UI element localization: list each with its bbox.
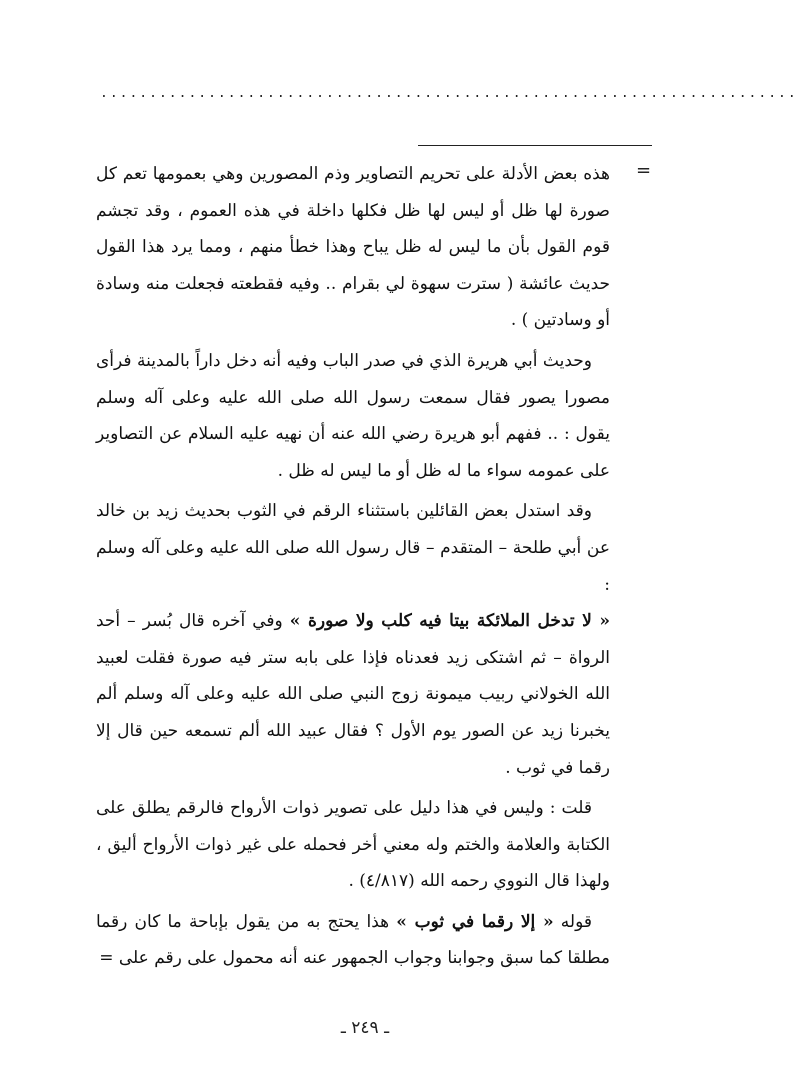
hadith-quote-highlight: « لا تدخل الملائكة بيتا فيه كلب ولا صورة » (289, 611, 610, 632)
page-number: ـ ٢٤٩ ـ (340, 1018, 390, 1038)
paragraph-5-text-b: هذا يحتج به من يقول بإباحة ما كان رقما مطلقا كما سبق وجوابنا وجواب الجمهور عنه أنه محمول على رقم على = (96, 911, 610, 969)
paragraph-2: وحديث أبي هريرة الذي في صدر الباب وفيه أنه دخل داراً بالمدينة فرأى مصورا يصور فقال سمعت رسول الله صلى الله عليه وعلى آله وسلم يقول : .. ففهم أبو هريرة رضي الله عنه أن نهيه عليه السلام عن التصاوير على عمومه سواء ما له ظل أو ما ليس له ظل . (96, 350, 610, 481)
footnote-separator-rule (418, 145, 652, 146)
continuation-mark: = (636, 160, 652, 181)
paragraph-3 (96, 493, 610, 786)
paragraph-5 (96, 904, 610, 977)
dotted-header-line: ....................................................................... (100, 86, 798, 101)
paragraph-3-text-b: وفي آخره قال بُسر – أحد الرواة – ثم اشتكى زيد فعدناه فإذا على بابه ستر فيه صورة فقلت لعبيد الله الخولاني ربيب ميمونة زوج النبي صلى الله عليه وعلى آله وسلم ألم يخبرنا زيد عن الصور يوم الأول ؟ فقال عبيد الله ألم تسمعه حين قال إلا رقما في ثوب . (96, 611, 610, 778)
paragraph-3-text-a: وقد استدل بعض القائلين باستثناء الرقم في الثوب بحديث زيد بن خالد عن أبي طلحة – المتقدم – قال رسول الله صلى الله عليه وعلى آله وسلم : (96, 501, 610, 595)
paragraph-1: هذه بعض الأدلة على تحريم التصاوير وذم المصورين وهي بعمومها تعم كل صورة لها ظل أو ليس لها ظل فكلها داخلة في هذه العموم ، وقد تجشم قوم القول بأن ما ليس له ظل يباح وهذا خطأ منهم ، ومما يرد هذا القول حديث عائشة ( سترت سهوة لي بقرام .. وفيه فقطعته فجعلت منه وسادة أو وسادتين ) . (96, 164, 610, 331)
footnote-body (96, 156, 610, 981)
paragraph-5-text-a: قوله (560, 911, 592, 932)
quoted-phrase-highlight: « إلا رقما في ثوب » (396, 911, 554, 932)
paragraph-4: قلت : وليس في هذا دليل على تصوير ذوات الأرواح فالرقم يطلق على الكتابة والعلامة والختم وله معني أخر فحمله على غير ذوات الأرواح أليق ، ولهذا قال النووي رحمه الله (٤/٨١٧) . (96, 798, 610, 892)
